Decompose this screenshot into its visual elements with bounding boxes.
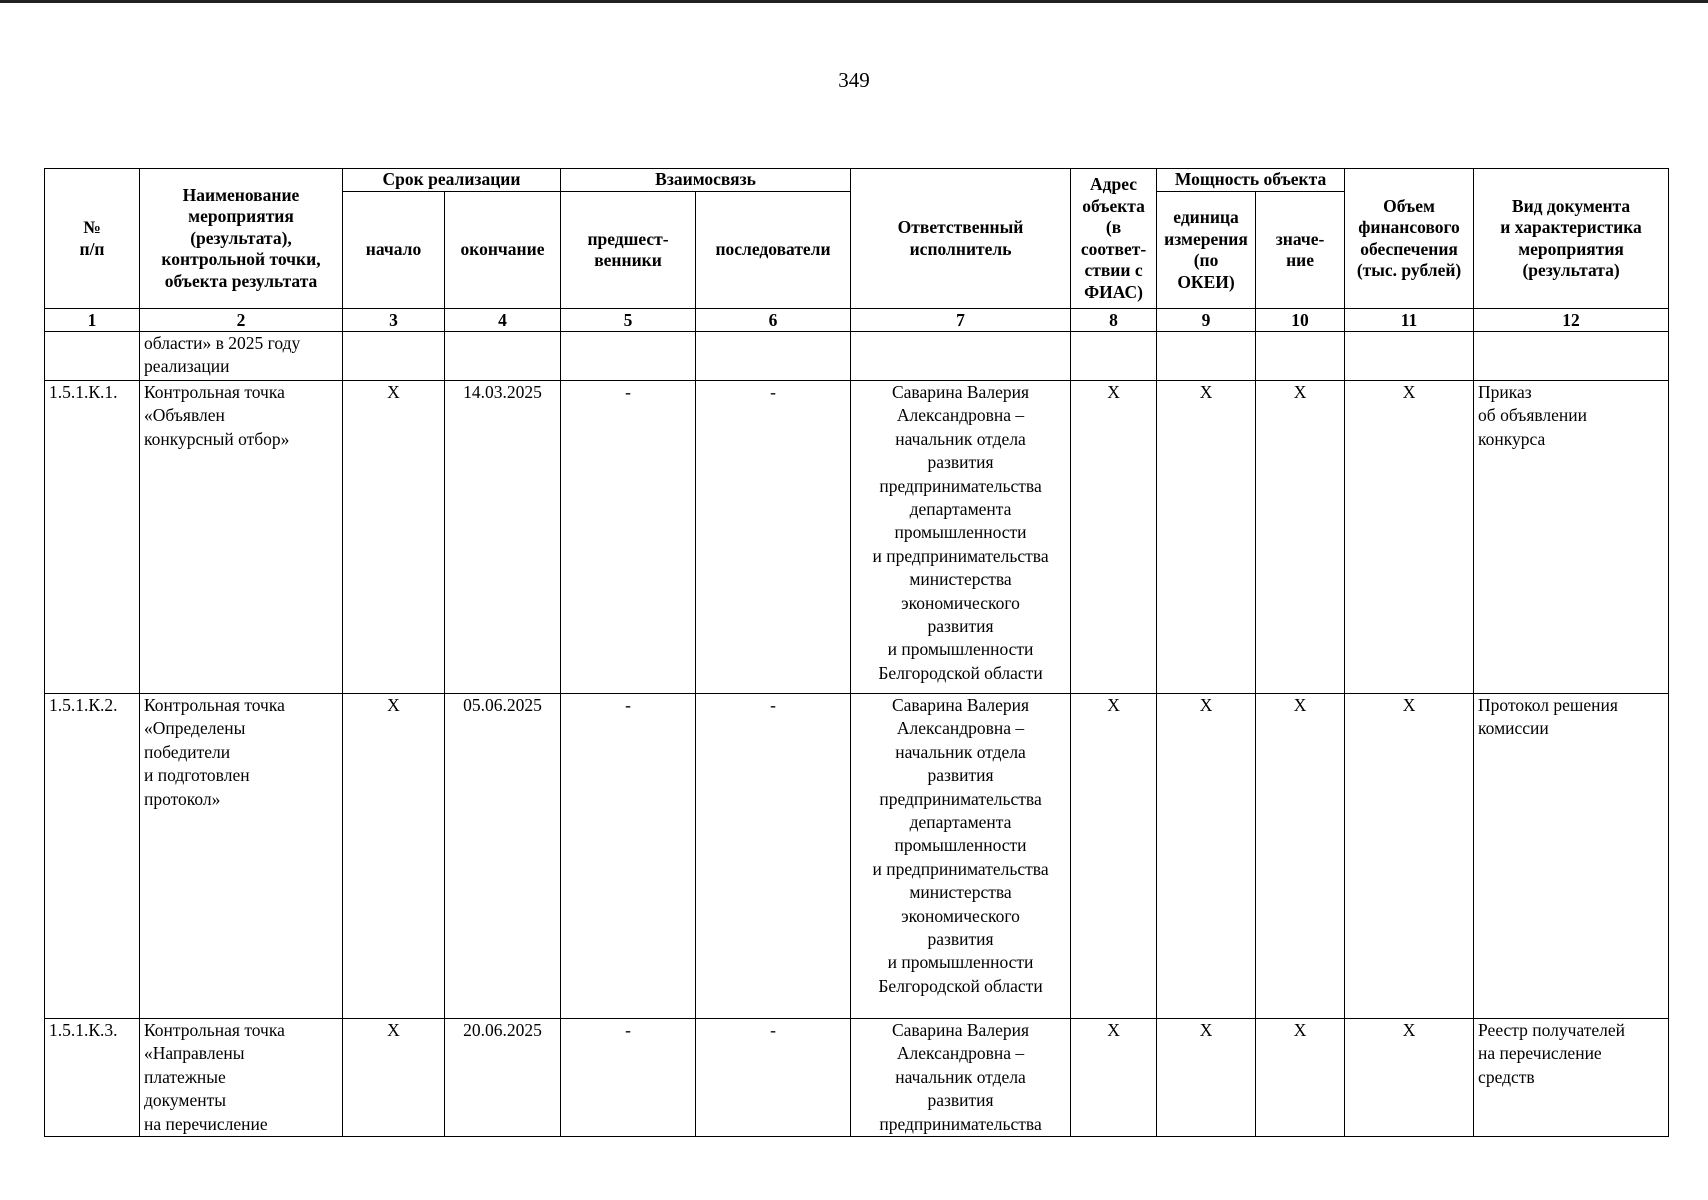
header-unit: единица измерения (по ОКЕИ) <box>1157 192 1256 309</box>
header-value: значе- ние <box>1256 192 1345 309</box>
header-predecessors: предшест- венники <box>561 192 696 309</box>
header-successors: последователи <box>696 192 851 309</box>
column-numbers-row <box>45 309 1669 332</box>
row-number: 1.5.1.К.3. <box>45 1019 140 1137</box>
col-number: 1 <box>45 309 140 332</box>
continuation-row <box>45 332 1669 381</box>
row-unit: Х <box>1157 381 1256 694</box>
row-start: Х <box>343 381 445 694</box>
col-number: 6 <box>696 309 851 332</box>
row-start: Х <box>343 1019 445 1137</box>
row-value: Х <box>1256 694 1345 1019</box>
header-financing: Объем финансового обеспечения (тыс. рублей) <box>1345 169 1474 309</box>
row-responsible: Саварина Валерия Александровна – начальник отдела развития предпринимательства <box>851 1019 1071 1137</box>
header-address: Адрес объекта (в соответ- ствии с ФИАС) <box>1071 169 1157 309</box>
header-responsible: Ответственный исполнитель <box>851 169 1071 309</box>
row-predecessors: - <box>561 1019 696 1137</box>
col-number: 12 <box>1474 309 1669 332</box>
row-document: Приказ об объявлении конкурса <box>1474 381 1669 694</box>
row-value: Х <box>1256 381 1345 694</box>
header-end: окончание <box>445 192 561 309</box>
row-financing: Х <box>1345 694 1474 1019</box>
col-number: 7 <box>851 309 1071 332</box>
row-predecessors: - <box>561 694 696 1019</box>
row-successors: - <box>696 694 851 1019</box>
top-border-line <box>0 0 1708 3</box>
col-number: 11 <box>1345 309 1474 332</box>
col-number: 10 <box>1256 309 1345 332</box>
row-name: Контрольная точка «Объявлен конкурсный отбор» <box>140 381 343 694</box>
row-address: Х <box>1071 694 1157 1019</box>
header-name: Наименование мероприятия (результата), контрольной точки, объекта результата <box>140 169 343 309</box>
row-unit: Х <box>1157 694 1256 1019</box>
header-num: № п/п <box>45 169 140 309</box>
col-number: 5 <box>561 309 696 332</box>
header-document: Вид документа и характеристика мероприятия (результата) <box>1474 169 1669 309</box>
row-predecessors: - <box>561 381 696 694</box>
row-end: 20.06.2025 <box>445 1019 561 1137</box>
events-table <box>44 168 1669 1137</box>
row-name: Контрольная точка «Направлены платежные документы на перечисление <box>140 1019 343 1137</box>
col-number: 9 <box>1157 309 1256 332</box>
row-value: Х <box>1256 1019 1345 1137</box>
col-number: 8 <box>1071 309 1157 332</box>
row-financing: Х <box>1345 1019 1474 1137</box>
row-financing: Х <box>1345 381 1474 694</box>
row-end: 14.03.2025 <box>445 381 561 694</box>
col-number: 2 <box>140 309 343 332</box>
header-srok: Срок реализации <box>343 169 561 192</box>
continuation-text: области» в 2025 году реализации <box>140 332 343 381</box>
col-number: 3 <box>343 309 445 332</box>
table-row <box>45 694 1669 1019</box>
row-number: 1.5.1.К.1. <box>45 381 140 694</box>
row-responsible: Саварина Валерия Александровна – начальник отдела развития предпринимательства департамента промышленности и предпринимательства министерства экономического развития и промышленности Белгородской области <box>851 381 1071 694</box>
table-row <box>45 1019 1669 1137</box>
header-vzaim: Взаимосвязь <box>561 169 851 192</box>
header-power: Мощность объекта <box>1157 169 1345 192</box>
row-successors: - <box>696 381 851 694</box>
row-name: Контрольная точка «Определены победители и подготовлен протокол» <box>140 694 343 1019</box>
row-start: Х <box>343 694 445 1019</box>
row-document: Протокол решения комиссии <box>1474 694 1669 1019</box>
row-document: Реестр получателей на перечисление средств <box>1474 1019 1669 1137</box>
row-address: Х <box>1071 381 1157 694</box>
table-row <box>45 381 1669 694</box>
row-successors: - <box>696 1019 851 1137</box>
row-unit: Х <box>1157 1019 1256 1137</box>
row-number: 1.5.1.К.2. <box>45 694 140 1019</box>
header-start: начало <box>343 192 445 309</box>
row-address: Х <box>1071 1019 1157 1137</box>
row-responsible: Саварина Валерия Александровна – начальник отдела развития предпринимательства департамента промышленности и предпринимательства министерства экономического развития и промышленности Белгородской области <box>851 694 1071 1019</box>
page-number: 349 <box>838 68 870 92</box>
row-end: 05.06.2025 <box>445 694 561 1019</box>
col-number: 4 <box>445 309 561 332</box>
